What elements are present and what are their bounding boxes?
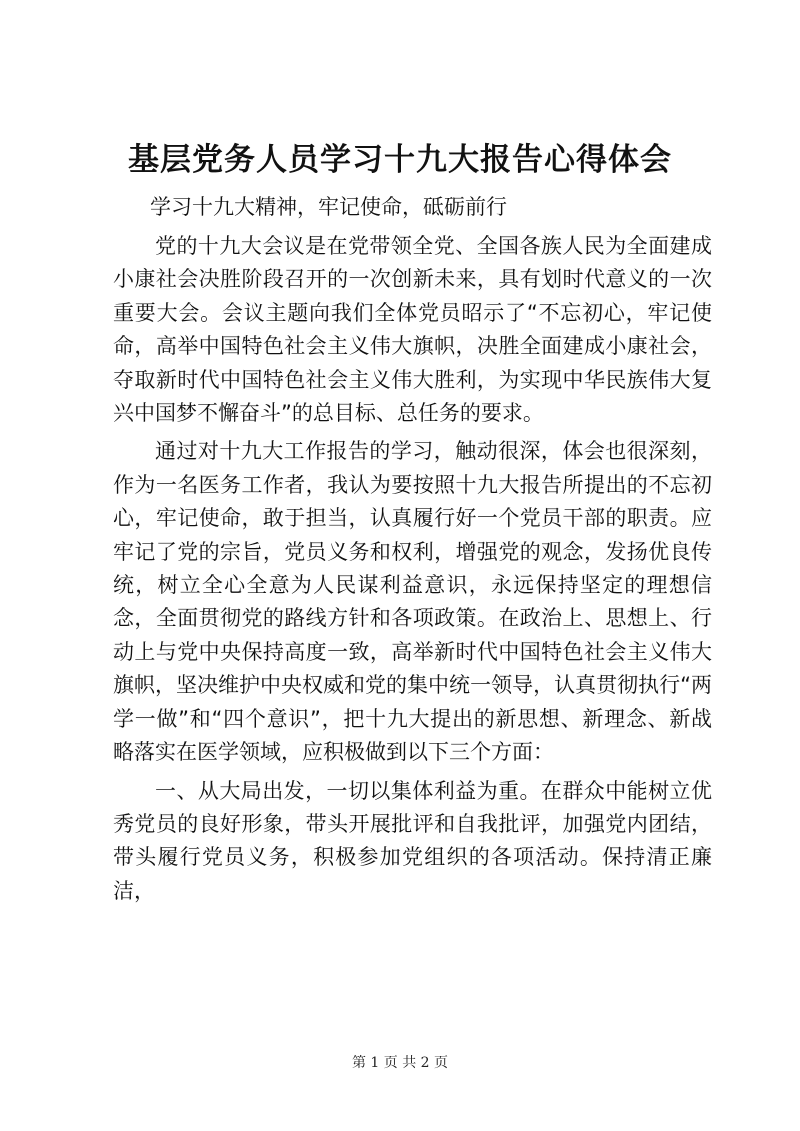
document-body — [113, 230, 712, 913]
body-paragraph-3: 一、从大局出发，一切以集体利益为重。在群众中能树立优秀党员的良好形象，带头开展批评和自我批评，加强党内团结，带头履行党员义务，积极参加党组织的各项活动。保持清正廉洁， — [113, 778, 712, 903]
document-title: 基层党务人员学习十九大报告心得体会 — [128, 142, 672, 178]
body-paragraph-2: 通过对十九大工作报告的学习，触动很深，体会也很深刻，作为一名医务工作者，我认为要按照十九大报告所提出的不忘初心，牢记使命，敢于担当，认真履行好一个党员干部的职责。应牢记了党的宗旨，党员义务和权利，增强党的观念，发扬优良传统，树立全心全意为人民谋利益意识，永远保持坚定的理想信念，全面贯彻党的路线方针和各项政策。在政治上、思想上、行动上与党中央保持高度一致，高举新时代中国特色社会主义伟大旗帜，坚决维护中央权威和党的集中统一领导，认真贯彻执行“两学一做”和“四个意识”，把十九大提出的新思想、新理念、新战略落实在医学领域，应积极做到以下三个方面： — [113, 439, 712, 765]
page-footer: 第 1 页 共 2 页 — [351, 1055, 449, 1071]
body-paragraph-1: 党的十九大会议是在党带领全党、全国各族人民为全面建成小康社会决胜阶段召开的一次创新未来，具有划时代意义的一次重要大会。会议主题向我们全体党员昭示了“不忘初心，牢记使命，高举中国特色社会主义伟大旗帜，决胜全面建成小康社会，夺取新时代中国特色社会主义伟大胜利，为实现中华民族伟大复兴中国梦不懈奋斗”的总目标、总任务的要求。 — [113, 234, 712, 426]
document-subtitle: 学习十九大精神，牢记使命，砥砺前行 — [150, 195, 507, 219]
